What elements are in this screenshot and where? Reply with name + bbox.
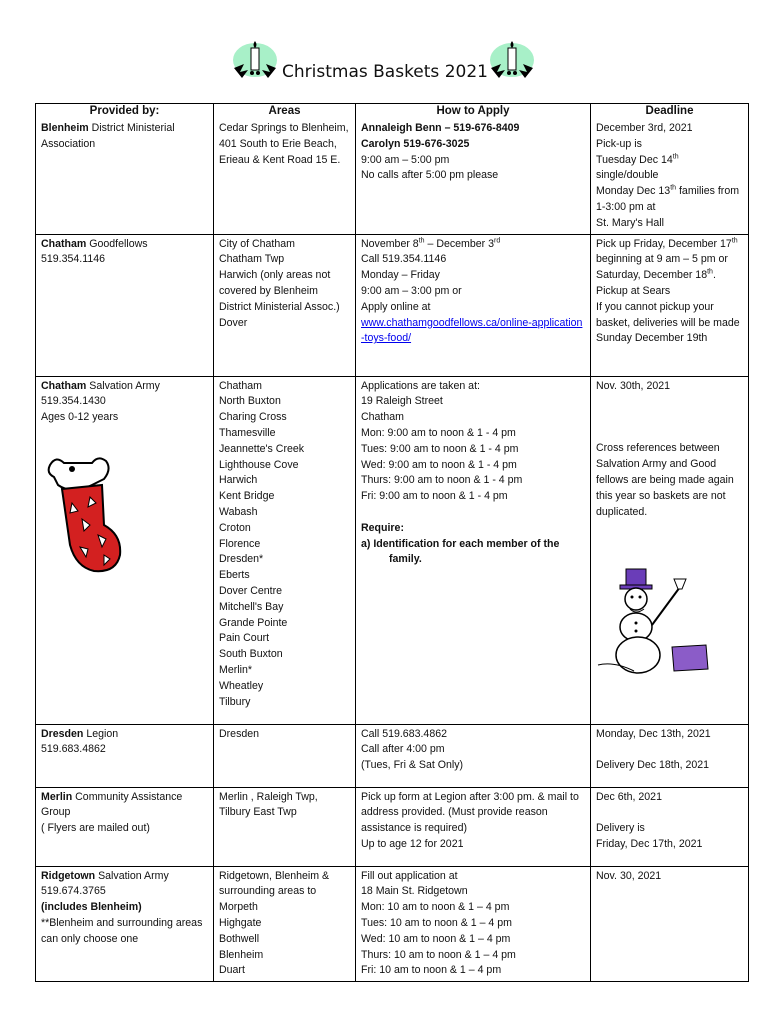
deadline-line: Nov. 30th, 2021	[596, 379, 671, 392]
provider-name: Dresden	[41, 727, 84, 740]
how-cell	[356, 787, 591, 866]
require-item: a) Identification for each member of the family.	[361, 537, 560, 566]
area-item: Ridgetown, Blenheim & surrounding areas to	[219, 869, 330, 898]
how-line: Tues: 9:00 am to noon & 1 - 4 pm	[361, 442, 519, 455]
provider-phone: 519.354.1146	[41, 253, 106, 266]
provider-name: Chatham	[41, 237, 87, 250]
deadline-line: Delivery is	[596, 822, 645, 835]
area-item: Tilbury	[219, 695, 251, 708]
page-title: Christmas Baskets 2021	[282, 62, 488, 82]
area-item: Merlin , Raleigh Twp, Tilbury East Twp	[219, 790, 318, 819]
area-item: Bothwell	[219, 932, 260, 945]
area-item: Wheatley	[219, 679, 264, 692]
how-line: November 8th – December 3rd	[361, 237, 501, 250]
areas-cell	[214, 724, 356, 787]
area-item: Dover Centre	[219, 584, 282, 597]
areas-cell	[214, 376, 356, 724]
area-item: City of Chatham	[219, 237, 295, 250]
deadline-line: Monday Dec 13th families from 1-3:00 pm at	[596, 184, 740, 213]
provider-name: Chatham	[41, 379, 87, 392]
deadline-cell	[591, 787, 749, 866]
how-line: No calls after 5:00 pm please	[361, 169, 499, 182]
table-row	[36, 787, 749, 866]
how-cell	[356, 234, 591, 376]
provider-cell	[36, 234, 214, 376]
deadline-line: Friday, Dec 17th, 2021	[596, 837, 703, 850]
header-deadline: Deadline	[591, 104, 749, 120]
how-line: Mon: 9:00 am to noon & 1 - 4 pm	[361, 426, 516, 439]
deadline-cell	[591, 866, 749, 982]
how-line: Fri: 10 am to noon & 1 – 4 pm	[361, 964, 502, 977]
deadline-line: Dec 6th, 2021	[596, 790, 662, 803]
area-item: Charing Cross	[219, 411, 287, 424]
how-line: Up to age 12 for 2021	[361, 837, 464, 850]
provider-name: Blenheim	[41, 122, 89, 134]
area-item: Dresden*	[219, 553, 264, 566]
area-item: Pain Court	[219, 632, 270, 645]
provider-phone: 519.354.1430	[41, 395, 106, 408]
provider-desc: Community Assistance Group	[41, 790, 183, 819]
deadline-cell	[591, 724, 749, 787]
how-line: Wed: 10 am to noon & 1 – 4 pm	[361, 932, 511, 945]
contact-line: Annaleigh Benn – 519-676-8409	[361, 122, 520, 134]
how-line: Call 519.683.4862	[361, 727, 447, 740]
provider-desc: Goodfellows	[86, 237, 148, 250]
area-item: Jeannette's Creek	[219, 442, 305, 455]
deadline-line: Pick-up is	[596, 137, 642, 150]
area-item: Cedar Springs to Blenheim, 401 South to Erie Beach, Erieau & Kent Road 15 E.	[219, 122, 349, 166]
areas-cell	[214, 234, 356, 376]
baskets-table	[35, 103, 749, 982]
area-item: Croton	[219, 521, 251, 534]
how-cell	[356, 724, 591, 787]
deadline-line: December 3rd, 2021	[596, 122, 693, 134]
provider-cell	[36, 866, 214, 982]
how-line: Mon: 10 am to noon & 1 – 4 pm	[361, 901, 510, 914]
how-line: Fill out application at	[361, 869, 458, 882]
how-line: Chatham	[361, 411, 404, 424]
provider-phone: 519.683.4862	[41, 743, 106, 756]
how-line: Fri: 9:00 am to noon & 1 - 4 pm	[361, 490, 508, 503]
provider-cell	[36, 119, 214, 234]
area-item: Blenheim	[219, 948, 264, 961]
how-line: Call after 4:00 pm	[361, 743, 445, 756]
area-item: Eberts	[219, 569, 250, 582]
provider-desc: Salvation Army	[95, 869, 169, 882]
how-line: Pick up form at Legion after 3:00 pm. & mail to address provided. (Must provide reason assistance is required)	[361, 790, 579, 835]
how-line: Thurs: 9:00 am to noon & 1 - 4 pm	[361, 474, 523, 487]
how-cell	[356, 376, 591, 724]
deadline-note: Cross references between Salvation Army and Good fellows are being made again this year so baskets are not duplicated.	[596, 442, 734, 518]
require-label: Require:	[361, 521, 404, 534]
areas-cell	[214, 119, 356, 234]
provider-ages: Ages 0-12 years	[41, 411, 119, 424]
area-item: North Buxton	[219, 395, 281, 408]
table-row	[36, 724, 749, 787]
deadline-line: St. Mary's Hall	[596, 216, 664, 229]
area-item: Dover	[219, 316, 248, 329]
provider-name: Merlin	[41, 790, 73, 803]
deadline-line: single/double	[596, 169, 659, 182]
how-cell	[356, 866, 591, 982]
area-item: Florence	[219, 537, 261, 550]
how-line: 9:00 am – 5:00 pm	[361, 153, 450, 166]
area-item: Wabash	[219, 505, 258, 518]
table-row	[36, 234, 749, 376]
provider-note: **Blenheim and surrounding areas can only choose one	[41, 916, 203, 945]
provider-cell	[36, 787, 214, 866]
area-item: Morpeth	[219, 901, 258, 914]
deadline-line: Pick up Friday, December 17th beginning at 9 am – 5 pm or Saturday, December 18th.	[596, 237, 738, 282]
provider-desc: Legion	[83, 727, 119, 740]
provider-cell	[36, 724, 214, 787]
deadline-line: Nov. 30, 2021	[596, 869, 662, 882]
provider-note: ( Flyers are mailed out)	[41, 822, 150, 835]
provider-desc: District Ministerial Association	[41, 122, 175, 150]
area-item: Grande Pointe	[219, 616, 288, 629]
area-item: South Buxton	[219, 648, 283, 661]
areas-cell	[214, 866, 356, 982]
deadline-line: Tuesday Dec 14th	[596, 153, 679, 166]
area-item: Harwich (only areas not covered by Blenheim District Ministerial Assoc.)	[219, 269, 340, 313]
apply-online-link[interactable]: www.chathamgoodfellows.ca/online-application-toys-food/	[361, 316, 583, 345]
deadline-line: Pickup at Sears	[596, 284, 671, 297]
header-areas: Areas	[214, 104, 356, 120]
christmas-stocking-icon	[42, 455, 132, 580]
table-row	[36, 119, 749, 234]
how-cell	[356, 119, 591, 234]
provider-phone: 519.674.3765	[41, 885, 106, 898]
how-line: Apply online at	[361, 300, 431, 313]
how-line: 18 Main St. Ridgetown	[361, 885, 468, 898]
deadline-line: If you cannot pickup your basket, deliveries will be made Sunday December 19th	[596, 300, 740, 345]
table-row	[36, 866, 749, 982]
how-line: Thurs: 10 am to noon & 1 – 4 pm	[361, 948, 516, 961]
how-line: Applications are taken at:	[361, 379, 480, 392]
provider-includes: (includes Blenheim)	[41, 901, 142, 914]
areas-cell	[214, 787, 356, 866]
area-item: Chatham	[219, 379, 262, 392]
area-item: Chatham Twp	[219, 253, 285, 266]
header-provider: Provided by:	[36, 104, 214, 120]
deadline-cell	[591, 119, 749, 234]
how-line: Wed: 9:00 am to noon & 1 - 4 pm	[361, 458, 517, 471]
contact-line: Carolyn 519-676-3025	[361, 137, 470, 150]
provider-name: Ridgetown	[41, 869, 96, 882]
how-line: 19 Raleigh Street	[361, 395, 443, 408]
how-line: Tues: 10 am to noon & 1 – 4 pm	[361, 916, 512, 929]
deadline-line: Delivery Dec 18th, 2021	[596, 759, 710, 772]
deadline-cell	[591, 234, 749, 376]
area-item: Merlin*	[219, 663, 252, 676]
area-item: Kent Bridge	[219, 490, 275, 503]
deadline-line: Monday, Dec 13th, 2021	[596, 727, 711, 740]
header-how-to-apply: How to Apply	[356, 104, 591, 120]
how-line: Call 519.354.1146	[361, 253, 447, 266]
area-item: Duart	[219, 964, 245, 977]
area-item: Thamesville	[219, 426, 276, 439]
area-item: Lighthouse Cove	[219, 458, 299, 471]
how-line: (Tues, Fri & Sat Only)	[361, 759, 464, 772]
snowman-icon	[594, 565, 714, 677]
area-item: Mitchell's Bay	[219, 600, 284, 613]
provider-desc: Salvation Army	[86, 379, 160, 392]
area-item: Harwich	[219, 474, 258, 487]
how-line: Monday – Friday	[361, 269, 440, 282]
how-line: 9:00 am – 3:00 pm or	[361, 284, 462, 297]
table-header-row	[36, 104, 749, 120]
area-item: Highgate	[219, 916, 262, 929]
area-item: Dresden	[219, 727, 260, 740]
